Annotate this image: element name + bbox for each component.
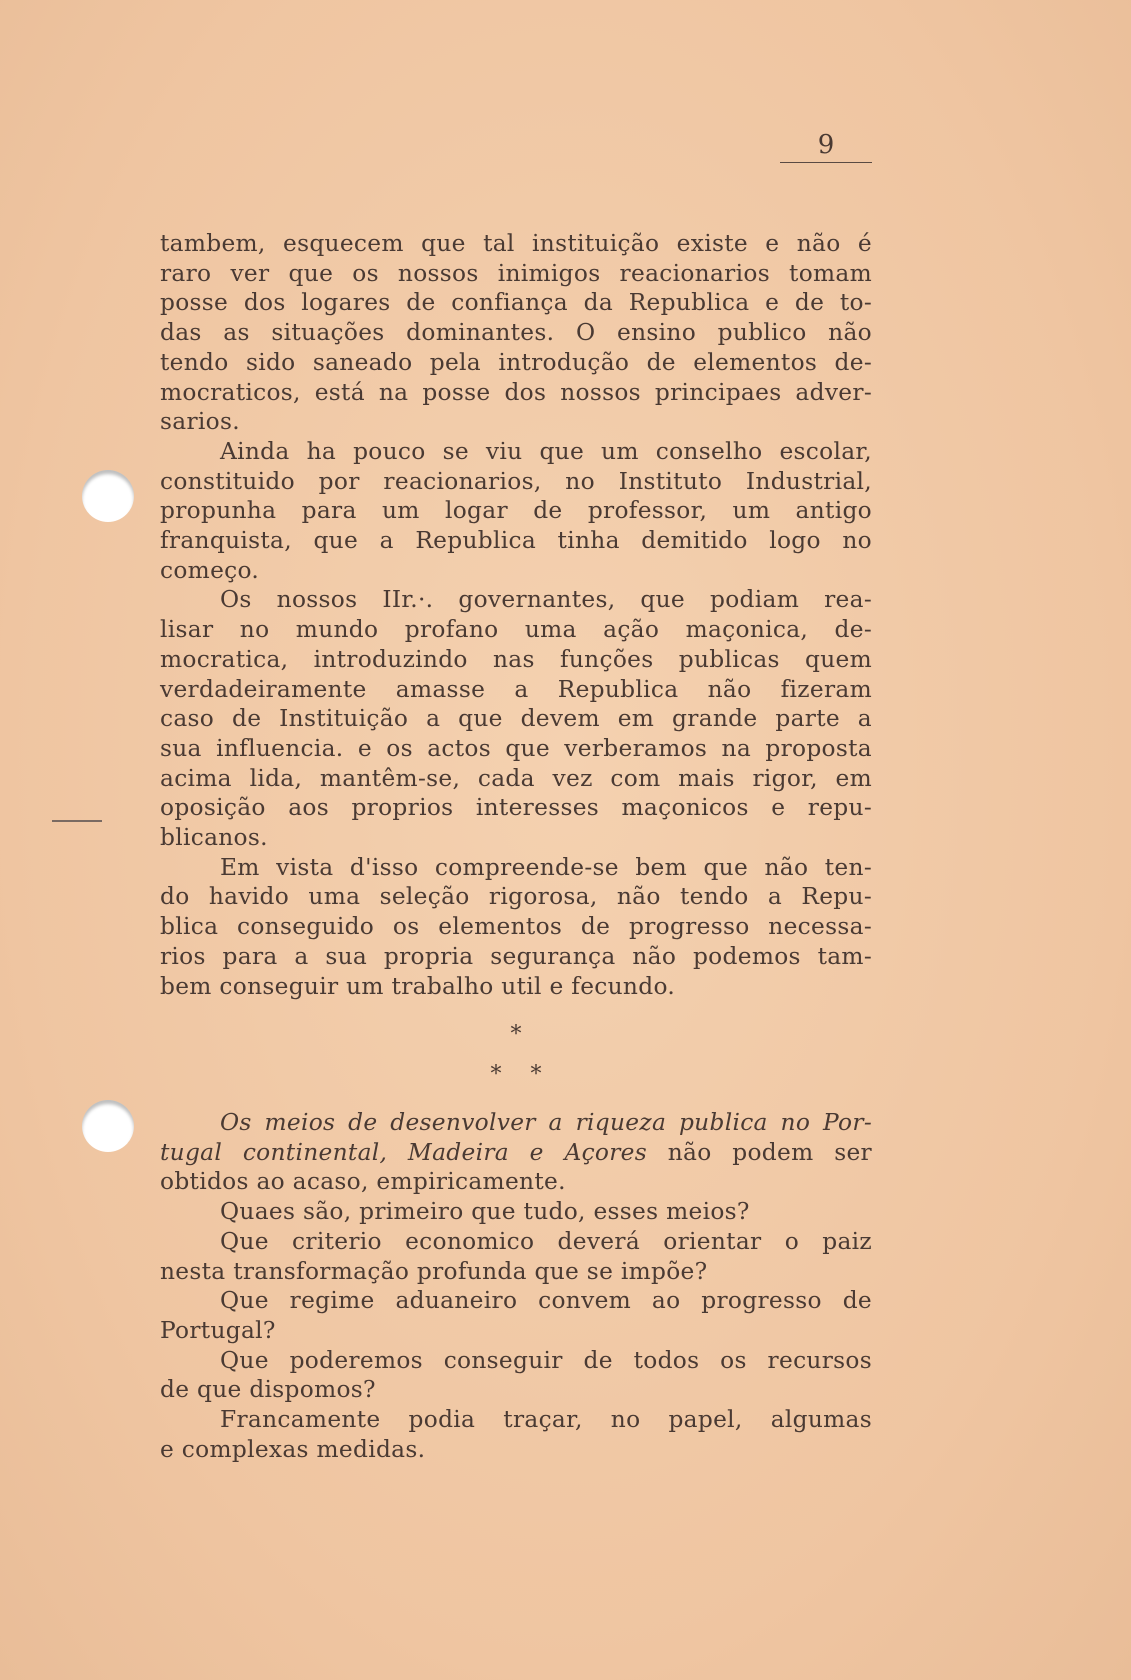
- text-line: Os nossos IIr.·. governantes, que podiam rea-: [220, 586, 872, 614]
- body-text: [160, 229, 872, 1001]
- text-line: nesta transformação profunda que se impõe?: [160, 1257, 708, 1285]
- text-line: mocratica, introduzindo nas funções publicas quem: [160, 645, 872, 673]
- text-line: de que dispomos?: [160, 1376, 376, 1404]
- body-text: [160, 1108, 872, 1464]
- page-number: 9: [780, 128, 872, 163]
- text-line: oposição aos proprios interesses maçonicos e repu-: [160, 794, 872, 822]
- text-line: do havido uma seleção rigorosa, não tendo a Repu-: [160, 883, 872, 911]
- text-line: Em vista d'isso compreende-se bem que não ten-: [220, 853, 872, 881]
- punch-hole: [82, 470, 134, 522]
- text-line: Que regime aduaneiro convem ao progresso de: [220, 1287, 872, 1315]
- text-line: Que criterio economico deverá orientar o paiz: [220, 1227, 872, 1255]
- text-line: tendo sido saneado pela introdução de elementos de-: [160, 348, 872, 376]
- text-line: Os meios de desenvolver a riqueza publica no Por-: [220, 1109, 872, 1136]
- text-line: obtidos ao acaso, empiricamente.: [160, 1168, 566, 1196]
- italic-phrase: tugal continental, Madeira e Açores: [160, 1138, 648, 1166]
- text-line: tambem, esquecem que tal instituição existe e não é: [160, 230, 872, 257]
- text-line: das as situações dominantes. O ensino publico não: [160, 319, 872, 347]
- text-line: rios para a sua propria segurança não podemos tam-: [160, 942, 872, 970]
- text-line: [160, 1138, 872, 1168]
- text-line: mocraticos, está na posse dos nossos principaes adver-: [160, 378, 872, 406]
- text-line: bem conseguir um trabalho util e fecundo.: [160, 972, 676, 1000]
- text-line: sua influencia. e os actos que verberamos na proposta: [160, 734, 872, 762]
- text-line: propunha para um logar de professor, um antigo: [160, 497, 872, 525]
- margin-mark: [52, 820, 102, 822]
- text-line: começo.: [160, 556, 260, 584]
- text-fragment: não podem ser: [647, 1138, 872, 1166]
- text-line: raro ver que os nossos inimigos reacionarios tomam: [160, 259, 872, 287]
- section-divider: *: [510, 1022, 522, 1047]
- text-line: franquista, que a Republica tinha demitido logo no: [160, 527, 872, 555]
- text-line: Que poderemos conseguir de todos os recursos: [220, 1346, 872, 1374]
- text-line: verdadeiramente amasse a Republica não fizeram: [160, 675, 872, 703]
- text-line: blica conseguido os elementos de progresso necessa-: [160, 913, 872, 941]
- text-line: Francamente podia traçar, no papel, algumas: [220, 1406, 872, 1434]
- text-line: constituido por reacionarios, no Instituto Industrial,: [160, 467, 872, 495]
- text-line: caso de Instituição a que devem em grande parte a: [160, 705, 872, 733]
- text-line: Portugal?: [160, 1316, 276, 1344]
- text-line: blicanos.: [160, 824, 268, 852]
- punch-hole: [82, 1100, 134, 1152]
- text-line: acima lida, mantêm-se, cada vez com mais rigor, em: [160, 764, 872, 792]
- text-line: sarios.: [160, 408, 240, 436]
- text-line: e complexas medidas.: [160, 1435, 426, 1463]
- section-divider: * *: [490, 1062, 542, 1087]
- text-line: Ainda ha pouco se viu que um conselho escolar,: [220, 437, 872, 465]
- text-line: posse dos logares de confiança da Republica e de to-: [160, 289, 872, 317]
- text-line: lisar no mundo profano uma ação maçonica, de-: [160, 616, 872, 644]
- text-line: Quaes são, primeiro que tudo, esses meios?: [220, 1198, 750, 1226]
